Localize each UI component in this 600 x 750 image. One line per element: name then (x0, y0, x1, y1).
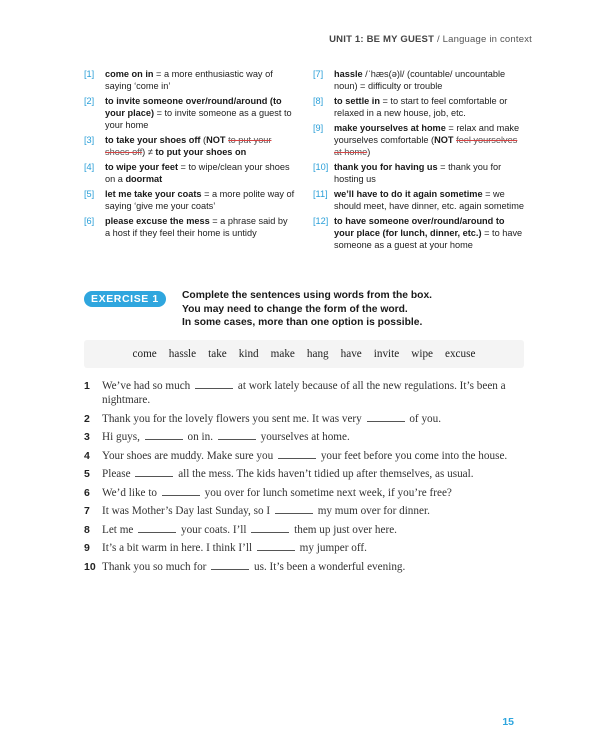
sentence-text (102, 379, 524, 407)
definition-text: = relax and make yourselves comfortable ( (334, 123, 520, 145)
incorrect-form: feel yourselves at home (334, 135, 518, 157)
exercise-sentence (84, 449, 524, 463)
definition-text: ) (367, 147, 371, 157)
sentence-number: 6 (84, 486, 90, 499)
key-phrase: to settle in (334, 96, 380, 106)
sentence-number: 4 (84, 449, 90, 462)
vocab-text (334, 95, 524, 119)
definition-text: ( (200, 135, 207, 145)
vocab-item (84, 161, 295, 185)
exercise-sentence (84, 541, 524, 555)
word-box-word: hassle (168, 348, 197, 360)
vocab-number: [1] (84, 69, 95, 79)
vocab-text (105, 161, 295, 185)
vocab-text (334, 161, 524, 185)
word-box-word: hang (306, 348, 329, 360)
vocab-number: [11] (313, 189, 328, 199)
exercise-sentence (84, 430, 524, 444)
section-title: / Language in context (436, 34, 532, 45)
exercise-badge: EXERCISE 1 (84, 291, 166, 307)
vocabulary-column-left (84, 68, 295, 254)
vocabulary-list (84, 68, 524, 254)
vocab-item (313, 161, 524, 185)
sentence-fragment: you over for lunch sometime next week, if you’re free? (201, 486, 452, 499)
key-phrase: to wipe your feet (105, 162, 178, 172)
key-phrase: NOT (434, 135, 454, 145)
word-box-word: come (132, 348, 157, 360)
sentence-text (102, 467, 524, 481)
sentence-fragment: Please (102, 468, 134, 480)
definition-text: = a phrase said by a host if they feel their home is untidy (105, 216, 288, 238)
definition-text: = a more polite way of saying ‘give me your coats’ (105, 189, 295, 211)
sentence-fragment: Hi guys, (102, 431, 143, 443)
answer-blank[interactable] (251, 524, 289, 533)
word-box-word: invite (373, 348, 400, 360)
exercise-instructions (182, 289, 522, 330)
sentence-text (102, 504, 524, 518)
key-phrase: let me take your coats (105, 189, 202, 199)
vocab-item (84, 134, 295, 158)
answer-blank[interactable] (218, 431, 256, 440)
vocab-number: [12] (313, 216, 329, 226)
answer-blank[interactable] (278, 450, 316, 459)
sentence-number: 3 (84, 431, 90, 443)
answer-blank[interactable] (162, 487, 200, 496)
vocab-item (313, 68, 524, 92)
sentence-text (102, 523, 524, 537)
vocab-text (334, 122, 524, 158)
instruction-line-1: Complete the sentences using words from the box. (182, 290, 433, 301)
exercise-sentence (84, 523, 524, 537)
vocab-text (334, 188, 524, 212)
definition-text: /ˈhæs(ə)l/ (countable/ uncountable noun) = difficulty or trouble (334, 69, 506, 91)
key-phrase: to take your shoes off (105, 135, 201, 145)
incorrect-form: to put your shoes off (105, 135, 272, 157)
vocab-number: [4] (84, 162, 95, 172)
instruction-line-2: You may need to change the form of the word. (182, 303, 408, 315)
key-phrase: to invite someone over/round/around (to your place) (105, 96, 282, 118)
word-box-word: have (340, 348, 362, 360)
vocab-number: [5] (84, 189, 95, 199)
vocabulary-column-right (313, 68, 524, 254)
sentence-fragment: your coats. I’ll (178, 523, 250, 536)
vocab-text (105, 134, 295, 158)
vocab-number: [3] (84, 135, 95, 145)
sentence-text (102, 412, 524, 426)
sentence-text (102, 486, 524, 500)
key-phrase: to have someone over/round/around to your place (for lunch, dinner, etc.) (334, 216, 505, 238)
word-box-word: take (208, 348, 227, 360)
exercise-sentence (84, 412, 524, 426)
answer-blank[interactable] (367, 413, 405, 422)
unit-title: UNIT 1: BE MY GUEST (329, 34, 435, 45)
exercise-sentence (84, 379, 524, 407)
vocab-text (105, 215, 295, 239)
key-phrase: thank you for having us (334, 162, 438, 172)
sentence-fragment: on in. (184, 431, 216, 443)
definition-text: = to start to feel comfortable or relaxed in a new house, job, etc. (334, 96, 508, 118)
definition-text: = a more enthusiastic way of saying ‘come in’ (105, 69, 273, 91)
definition-text: = thank you for hosting us (334, 162, 502, 184)
sentence-fragment: your feet before you come into the house. (318, 449, 508, 462)
answer-blank[interactable] (211, 561, 249, 570)
answer-blank[interactable] (257, 542, 295, 551)
sentence-fragment: We’ve had so much (102, 380, 194, 392)
exercise-sentence (84, 467, 524, 481)
sentence-fragment: It was Mother’s Day last Sunday, so I (102, 505, 273, 517)
vocab-item (313, 188, 524, 212)
vocab-item (313, 215, 524, 251)
sentence-fragment: my mum over for dinner. (314, 505, 430, 517)
sentence-text (102, 541, 524, 555)
sentence-fragment: all the mess. The kids haven’t tidied up after themselves, as usual. (175, 468, 474, 480)
vocab-number: [8] (313, 96, 324, 106)
sentence-fragment: my jumper off. (296, 542, 367, 554)
answer-blank[interactable] (138, 524, 176, 533)
vocab-text (105, 188, 295, 212)
word-box-word: excuse (445, 348, 476, 360)
vocab-number: [10] (313, 162, 329, 172)
exercise-sentences (84, 379, 524, 578)
vocab-text (105, 95, 295, 131)
answer-blank[interactable] (195, 380, 233, 389)
sentence-fragment: We’d like to (102, 486, 160, 499)
definition-text: = to wipe/clean your shoes on a (105, 162, 290, 184)
key-phrase: NOT (206, 135, 226, 145)
vocab-number: [2] (84, 96, 95, 106)
sentence-text (102, 449, 524, 463)
key-phrase: hassle (334, 69, 363, 79)
exercise-sentence (84, 504, 524, 518)
vocab-item (84, 68, 295, 92)
vocab-number: [7] (313, 69, 324, 79)
sentence-fragment: Your shoes are muddy. Make sure you (102, 449, 277, 462)
key-phrase: we’ll have to do it again sometime (334, 189, 483, 199)
sentence-number: 7 (84, 505, 90, 517)
sentence-fragment: yourselves at home. (257, 431, 350, 443)
vocab-item (84, 215, 295, 239)
key-phrase: to put your shoes on (155, 147, 247, 157)
answer-blank[interactable] (275, 505, 313, 514)
sentence-fragment: of you. (406, 412, 442, 425)
key-phrase: doormat (125, 174, 163, 184)
vocab-number: [9] (313, 123, 324, 133)
page-number: 15 (502, 716, 514, 728)
exercise-sentence (84, 560, 524, 574)
sentence-number: 10 (84, 560, 96, 573)
vocab-item (84, 95, 295, 131)
key-phrase: please excuse the mess (105, 216, 210, 226)
sentence-fragment: Thank you for the lovely flowers you sent me. It was very (102, 412, 365, 425)
word-box (84, 340, 524, 368)
vocab-text (105, 68, 295, 92)
definition-text: = to have someone as a guest at your home (334, 228, 523, 250)
answer-blank[interactable] (145, 431, 183, 440)
vocab-number: [6] (84, 216, 95, 226)
word-box-word: kind (238, 348, 259, 360)
vocab-item (84, 188, 295, 212)
exercise-sentence (84, 486, 524, 500)
vocab-text (334, 215, 524, 251)
sentence-number: 8 (84, 523, 90, 536)
sentence-fragment: Let me (102, 523, 137, 536)
key-phrase: come on in (105, 69, 154, 79)
definition-text: = we should meet, have dinner, etc. again sometime (334, 189, 524, 211)
instruction-line-3: In some cases, more than one option is possible. (182, 317, 423, 328)
word-box-word: make (270, 348, 295, 360)
vocab-text (334, 68, 524, 92)
sentence-fragment: Thank you so much for (102, 560, 210, 573)
sentence-fragment: us. It’s been a wonderful evening. (251, 560, 406, 573)
vocab-item (313, 122, 524, 158)
sentence-number: 9 (84, 542, 90, 554)
sentence-text (102, 560, 524, 574)
sentence-number: 5 (84, 468, 90, 480)
sentence-fragment: It’s a bit warm in here. I think I’ll (102, 542, 255, 554)
definition-text: ) ≠ (142, 147, 156, 157)
page-header (329, 34, 532, 45)
sentence-fragment: at work lately because of all the new regulations. It’s been a nightmare. (102, 380, 506, 406)
sentence-number: 1 (84, 380, 90, 392)
sentence-fragment: them up just over here. (291, 523, 397, 536)
definition-text: = to invite someone as a guest to your home (105, 108, 292, 130)
vocab-item (313, 95, 524, 119)
sentence-number: 2 (84, 412, 90, 425)
answer-blank[interactable] (135, 468, 173, 477)
key-phrase: make yourselves at home (334, 123, 446, 133)
sentence-text (102, 430, 524, 444)
word-box-word: wipe (411, 348, 433, 360)
